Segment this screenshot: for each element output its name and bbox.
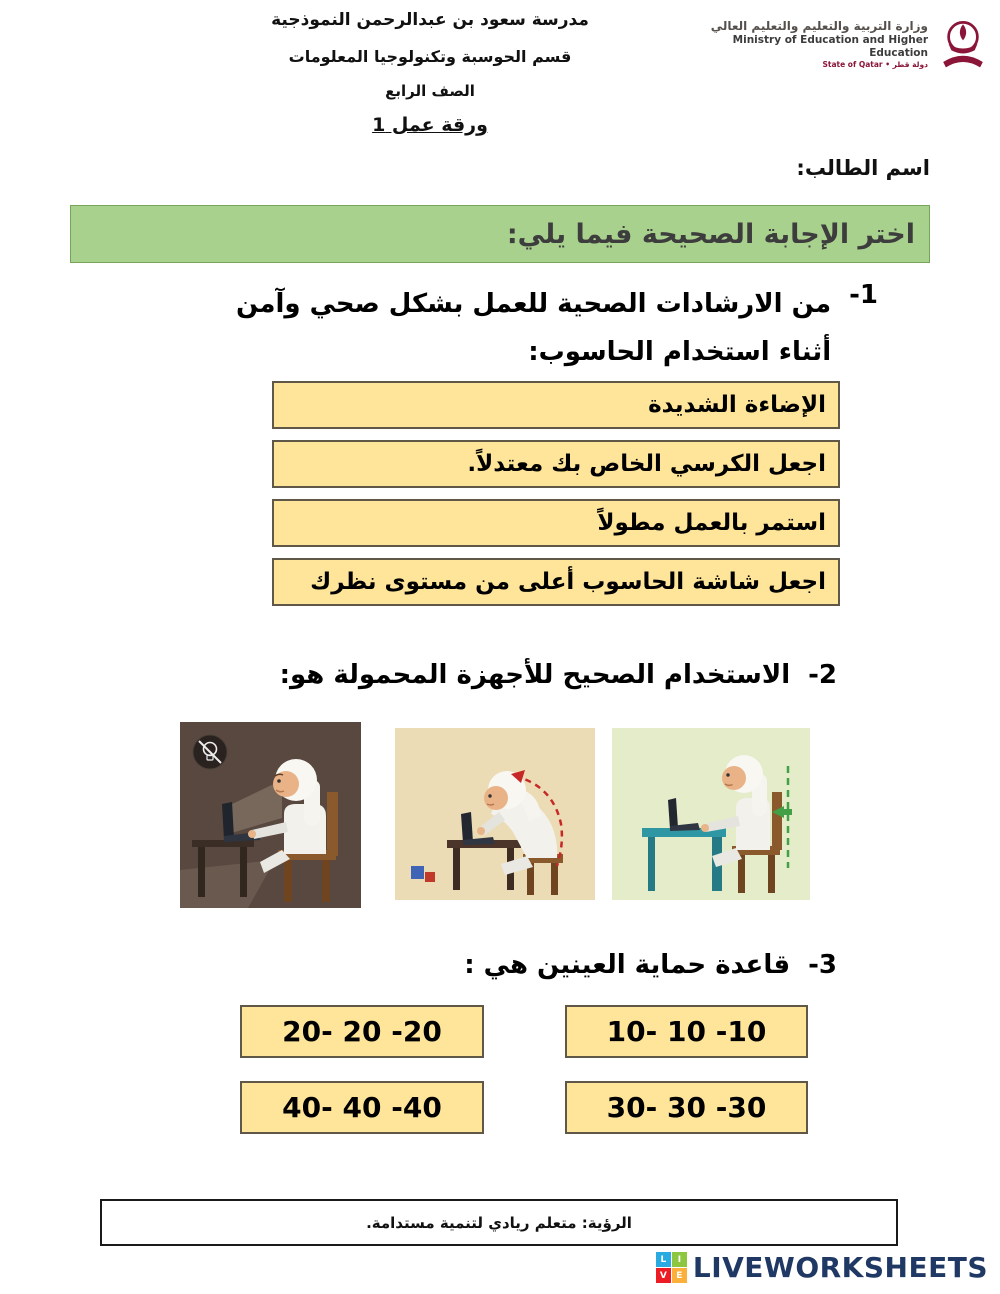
question-2-heading [280, 660, 837, 690]
q1-option-screen-above-eyes[interactable]: اجعل شاشة الحاسوب أعلى من مستوى نظرك [272, 558, 840, 606]
qatar-emblem-icon [936, 15, 990, 73]
liveworksheets-squares-icon [656, 1252, 687, 1283]
ministry-state-line: State of Qatar • دولة قطر [822, 59, 928, 69]
q3-option-30[interactable]: 30- 30 -30 [565, 1081, 808, 1134]
question-1-number: 1- [849, 280, 878, 310]
ministry-name-english: Ministry of Education and Higher Education [732, 33, 928, 59]
instruction-banner [70, 205, 930, 263]
school-name: مدرسة سعود بن عبدالرحمن النموذجية [271, 10, 589, 30]
vision-statement-box [100, 1199, 898, 1246]
q1-option-work-long[interactable]: استمر بالعمل مطولاً [272, 499, 840, 547]
question-3-heading [464, 950, 837, 980]
student-name-label: اسم الطالب: [796, 156, 930, 180]
brand-letter-i: I [672, 1252, 687, 1267]
grade-label: الصف الرابع [385, 82, 475, 100]
question-2-number: 2- [808, 660, 837, 690]
q1-option-moderate-chair[interactable]: اجعل الكرسي الخاص بك معتدلاً. [272, 440, 840, 488]
question-3-text: قاعدة حماية العينين هي : [464, 950, 791, 980]
worksheet-title: ورقة عمل 1 [372, 114, 488, 136]
brand-letter-l: L [656, 1252, 671, 1267]
ministry-name-arabic: وزارة التربية والتعليم والتعليم العالي [710, 18, 928, 33]
liveworksheets-wordmark: LIVEWORKSHEETS [692, 1251, 988, 1284]
question-1-options [272, 381, 840, 617]
q2-image-good-posture[interactable] [612, 728, 810, 900]
department-name: قسم الحوسبة وتكنولوجيا المعلومات [288, 47, 572, 66]
q2-image-bad-posture[interactable] [395, 728, 595, 900]
q2-image-working-in-dark[interactable] [180, 722, 361, 908]
brand-letter-e: E [672, 1268, 687, 1283]
question-3-options [240, 1005, 808, 1134]
liveworksheets-logo[interactable] [656, 1251, 988, 1284]
ministry-logo [702, 8, 990, 80]
question-3-number: 3- [808, 950, 837, 980]
ministry-logo-text [702, 19, 928, 70]
question-2-image-options [0, 722, 1000, 908]
q3-option-40[interactable]: 40- 40 -40 [240, 1081, 484, 1134]
brand-letter-v: V [656, 1268, 671, 1283]
question-1-heading [178, 280, 878, 376]
question-2-text: الاستخدام الصحيح للأجهزة المحمولة هو: [279, 660, 791, 690]
bad-posture-illustration [395, 728, 595, 900]
question-1-text: من الارشادات الصحية للعمل بشكل صحي وآمن أثناء استخدام الحاسوب: [235, 289, 832, 368]
q1-option-intense-light[interactable]: الإضاءة الشديدة [272, 381, 840, 429]
instruction-banner-text: اختر الإجابة الصحيحة فيما يلي: [506, 218, 915, 250]
q3-option-20[interactable]: 20- 20 -20 [240, 1005, 484, 1058]
good-posture-illustration [612, 728, 810, 900]
vision-statement-text: الرؤية: متعلم ريادي لتنمية مستدامة. [366, 1213, 632, 1232]
dark-room-illustration [180, 722, 361, 908]
lightbulb-off-icon [193, 735, 227, 769]
q3-option-10[interactable]: 10- 10 -10 [565, 1005, 808, 1058]
